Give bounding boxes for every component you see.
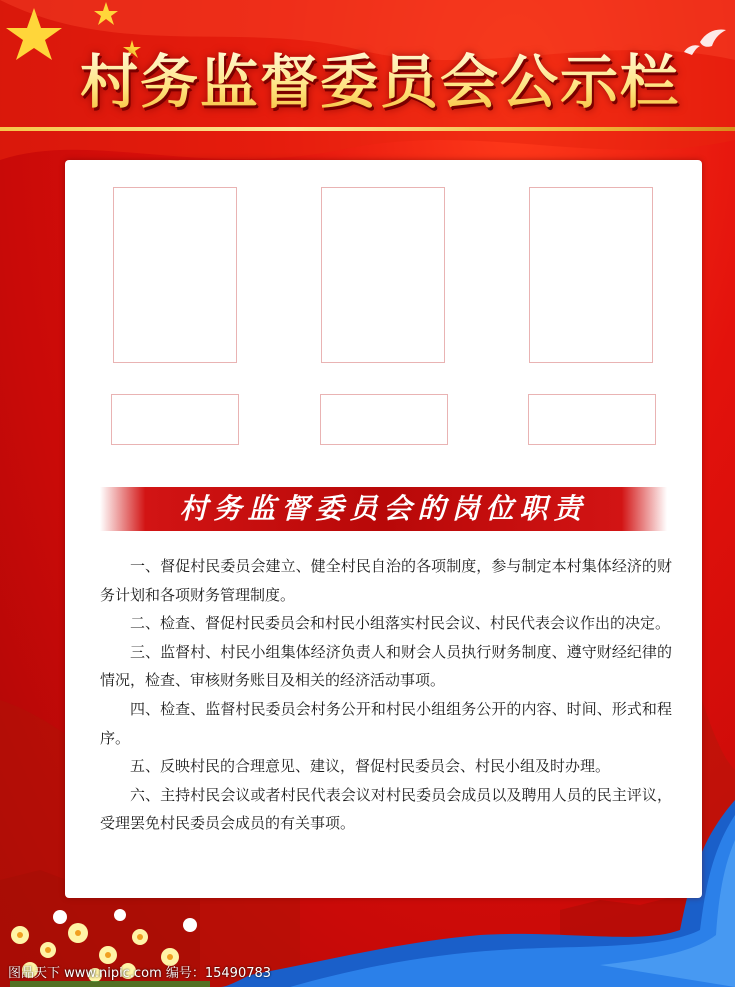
watermark: 图品天下 www.nipic.com 编号：15490783: [8, 966, 272, 981]
member-name-slot: [320, 394, 448, 445]
duty-item: 二、检查、督促村民委员会和村民小组落实村民会议、村民代表会议作出的决定。: [130, 614, 671, 633]
duty-item: 六、主持村民会议或者村民代表会议对村民委员会成员以及聘用人员的民主评议，受理罢免村民委员会成员的有关事项。: [100, 785, 672, 833]
page-title: 村务监督委员会公示栏: [40, 42, 720, 122]
member-photo-slot: [113, 187, 237, 363]
duty-item: 五、反映村民的合理意见、建议，督促村民委员会、村民小组及时办理。: [130, 757, 611, 776]
member-photo-slot: [321, 187, 445, 363]
duties-list: [100, 552, 672, 838]
duty-item: 一、督促村民委员会建立、健全村民自治的各项制度，参与制定本村集体经济的财务计划和各项财务管理制度。: [100, 557, 672, 604]
member-photo-slot: [529, 187, 653, 363]
section-heading: 村务监督委员会的岗位职责: [179, 492, 588, 525]
member-name-slot: [528, 394, 656, 445]
member-name-slot: [111, 394, 239, 445]
duty-item: 三、监督村、村民小组集体经济负责人和财会人员执行财务制度、遵守财经纪律的情况，检查、审核财务账目及相关的经济活动事项。: [100, 642, 672, 690]
duty-item: 四、检查、监督村民委员会村务公开和村民小组组务公开的内容、时间、形式和程序。: [100, 699, 672, 747]
title-divider: [0, 127, 735, 131]
section-banner: [100, 487, 667, 531]
